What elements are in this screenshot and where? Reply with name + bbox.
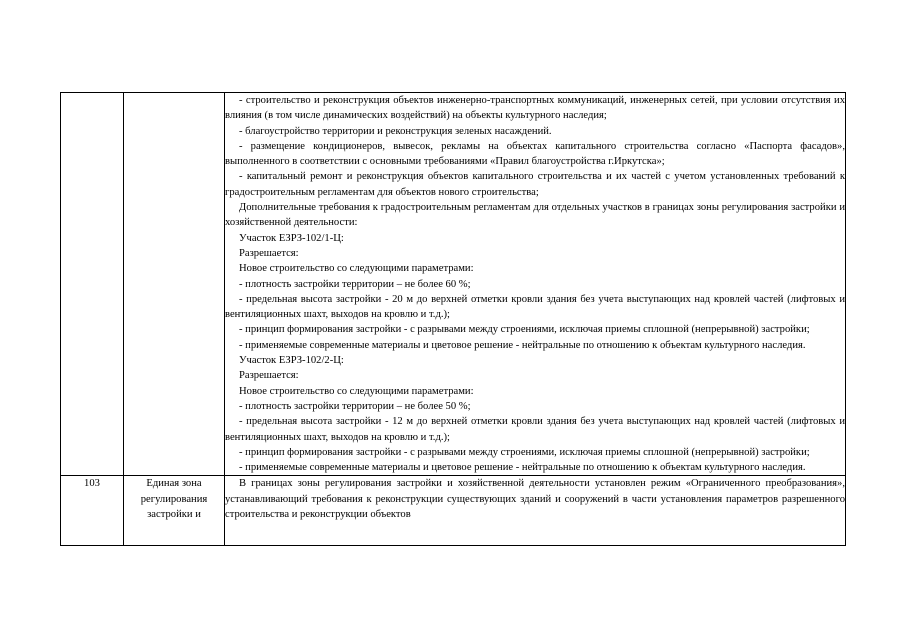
row-number-cell: 103 bbox=[61, 476, 124, 546]
zone-name-cell bbox=[124, 93, 225, 476]
regulations-table bbox=[60, 92, 846, 546]
table-row bbox=[61, 93, 846, 476]
paragraph: - применяемые современные материалы и цветовое решение - нейтральные по отношению к объектам культурного наследия. bbox=[239, 462, 806, 474]
paragraph: Участок ЕЗРЗ-102/1-Ц: bbox=[239, 232, 344, 244]
paragraph: Участок ЕЗРЗ-102/2-Ц: bbox=[239, 355, 344, 367]
paragraph: Новое строительство со следующими параметрами: bbox=[239, 263, 474, 275]
paragraph: - принцип формирования застройки - с разрывами между строениями, исключая приемы сплошной (непрерывной) застройки; bbox=[239, 446, 810, 458]
paragraph: В границах зоны регулирования застройки и хозяйственной деятельности установлен режим «Ограниченного преобразования», устанавливающий требования к реконструкции существующих зданий и сооружений в части установления параметров разрешенного строительства и реконструкции объектов bbox=[225, 478, 845, 521]
paragraph: - благоустройство территории и реконструкция зеленых насаждений. bbox=[239, 125, 552, 137]
requirements-cell bbox=[225, 93, 846, 476]
paragraph: - плотность застройки территории – не более 60 %; bbox=[239, 278, 471, 290]
row-number-cell bbox=[61, 93, 124, 476]
requirements-paragraphs bbox=[225, 93, 845, 475]
paragraph: Дополнительные требования к градостроительным регламентам для отдельных участков в границах зоны регулирования застройки и хозяйственной деятельности: bbox=[225, 202, 845, 229]
paragraph: - принцип формирования застройки - с разрывами между строениями, исключая приемы сплошной (непрерывной) застройки; bbox=[239, 324, 810, 336]
paragraph: - предельная высота застройки - 20 м до верхней отметки кровли здания без учета выступающих над кровлей частей (лифтовых и вентиляционных шахт, выходов на кровлю и т.д.); bbox=[225, 293, 845, 321]
paragraph: - размещение кондиционеров, вывесок, рекламы на объектах капитального строительства согласно «Паспорта фасадов», выполненного в соответствии с основными требованиями «Правил благоустройства г.Иркутска»; bbox=[225, 140, 845, 168]
paragraph: - применяемые современные материалы и цветовое решение - нейтральные по отношению к объектам культурного наследия. bbox=[239, 339, 806, 351]
paragraph: Разрешается: bbox=[239, 247, 299, 259]
requirements-cell bbox=[225, 476, 846, 546]
paragraph: Разрешается: bbox=[239, 370, 299, 382]
paragraph: Новое строительство со следующими параметрами: bbox=[239, 385, 474, 397]
table-row bbox=[61, 476, 846, 546]
paragraph: - предельная высота застройки - 12 м до верхней отметки кровли здания без учета выступающих над кровлей частей (лифтовых и вентиляционных шахт, выходов на кровлю и т.д.); bbox=[225, 416, 845, 443]
paragraph: - плотность застройки территории – не более 50 %; bbox=[239, 400, 471, 412]
paragraph: - капитальный ремонт и реконструкция объектов капитального строительства и их частей с учетом установленных требований к градостроительным регламентам для объектов нового строительства; bbox=[225, 171, 845, 198]
paragraph: - строительство и реконструкция объектов инженерно-транспортных коммуникаций, инженерных сетей, при условии отсутствия их влияния (в том числе динамических воздействий) на объекты культурного наследия; bbox=[225, 95, 845, 122]
zone-name-cell bbox=[124, 476, 225, 546]
zone-name-text: Единая зона регулирования застройки и bbox=[140, 478, 208, 521]
